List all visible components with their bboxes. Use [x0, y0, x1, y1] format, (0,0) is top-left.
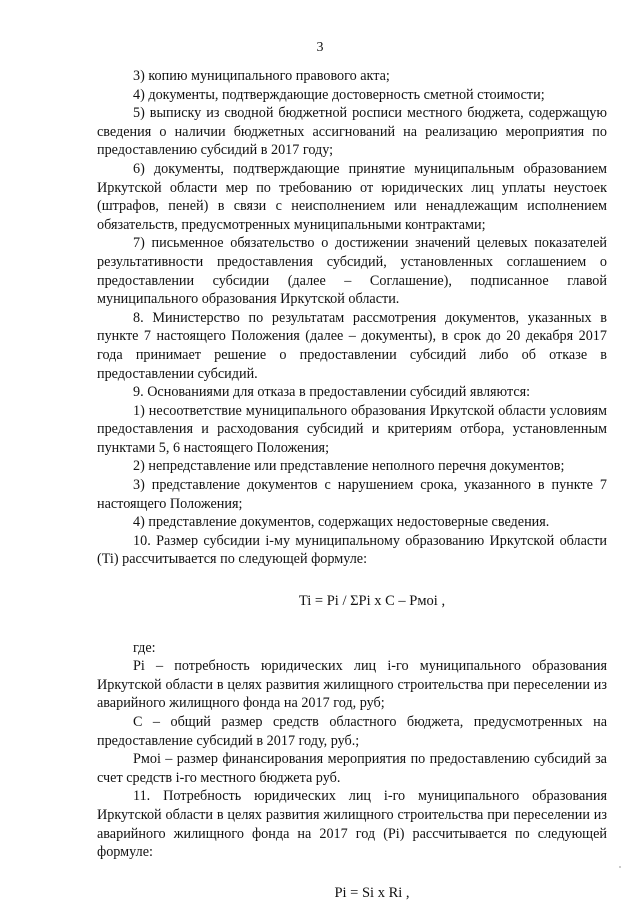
paragraph-section-9: 9. Основаниями для отказа в предоставлении субсидий являются:: [133, 384, 531, 401]
paragraph-item-5: 5) выписку из сводной бюджетной росписи местного бюджета, содержащую сведения о наличии бюджетных ассигнований на реализацию мероприятия по предоставлению субсидий в 2017 году;: [97, 105, 607, 159]
paragraph-section-11: 11. Потребность юридических лиц i-го муниципального образования Иркутской области в целях развития жилищного строительства при переселении из аварийного жилищного фонда на 2017 год (Pi) рассчитывается по следующей формуле:: [97, 788, 607, 861]
paragraph-reason-3: 3) представление документов с нарушением срока, указанного в пункте 7 настоящего Положения;: [97, 477, 607, 512]
where-label: где:: [133, 639, 156, 656]
paragraph-reason-1: 1) несоответствие муниципального образования Иркутской области условиям предоставления и расходования субсидий и критериям отбора, установленным пунктами 5, 6 настоящего Положения;: [97, 402, 607, 456]
paragraph-item-3: 3) копию муниципального правового акта;: [133, 68, 390, 84]
paragraph-item-7: 7) письменное обязательство о достижении значений целевых показателей результативности предоставления субсидий, установленных соглашением о предоставлении субсидии (далее – Соглашение), подписанное главой муниципального образования Иркутской области.: [97, 235, 607, 308]
scan-speck: [619, 866, 621, 868]
formula-demand: Pi = Si x Ri ,: [334, 884, 410, 901]
formula-subsidy-size: Ti = Pi / ΣPi x C – Pмоi ,: [298, 593, 446, 610]
paragraph-section-10: 10. Размер субсидии i-му муниципальному образованию Иркутской области (Ti) рассчитывается по следующей формуле:: [97, 532, 607, 568]
definition-pmoi: Pмоi – размер финансирования мероприятия по предоставлению субсидий за счет средств i-го местного бюджета руб.: [97, 751, 607, 786]
document-body: [97, 67, 607, 902]
paragraph-reason-2: 2) непредставление или представление неполного перечня документов;: [133, 458, 565, 475]
definition-pi: Pi – потребность юридических лиц i-го муниципального образования Иркутской области в целях развития жилищного строительства при переселении из аварийного жилищного фонда на 2017 год, руб;: [97, 658, 607, 712]
paragraph-item-4: 4) документы, подтверждающие достоверность сметной стоимости;: [133, 86, 545, 103]
definition-c: С – общий размер средств областного бюджета, предусмотренных на предоставление субсидий в 2017 году, руб.;: [97, 714, 607, 749]
paragraph-item-6: 6) документы, подтверждающие принятие муниципальным образованием Иркутской области мер по требованию от юридических лиц уплаты неустоек (штрафов, пеней) в связи с неисполнением или ненадлежащим исполнением обязательств, предусмотренных муниципальными контрактами;: [97, 160, 607, 233]
paragraph-section-8: 8. Министерство по результатам рассмотрения документов, указанных в пункте 7 настоящего Положения (далее – документы), в срок до 20 декабря 2017 года принимает решение о предоставлении субсидий либо об отказе в предоставлении субсидий.: [97, 309, 607, 382]
page-number: 3: [316, 40, 324, 55]
paragraph-reason-4: 4) представление документов, содержащих недостоверные сведения.: [133, 514, 550, 531]
